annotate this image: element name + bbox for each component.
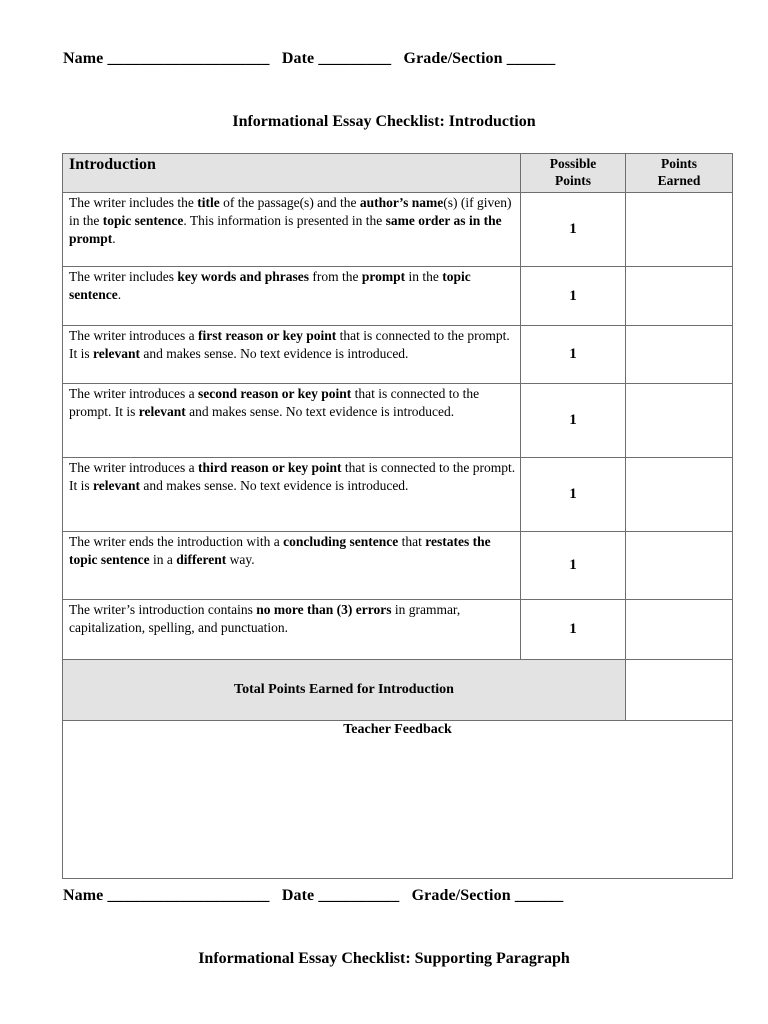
criterion-text: The writer introduces a first reason or key point that is connected to the prompt. It is relevant and makes sense. No text evidence is introduced. <box>63 326 521 384</box>
date-field[interactable]: __________ <box>318 887 400 904</box>
points-earned-header: Points Earned <box>626 154 733 193</box>
points-earned-cell[interactable] <box>626 458 733 532</box>
possible-points-value: 1 <box>521 267 626 326</box>
checklist-title-introduction: Informational Essay Checklist: Introduction <box>232 113 536 130</box>
criterion-row <box>63 532 733 600</box>
introduction-checklist-table <box>62 153 733 879</box>
student-info-header-bottom <box>63 887 563 905</box>
date-label: Date <box>281 887 315 904</box>
criterion-row <box>63 193 733 267</box>
criterion-text: The writer’s introduction contains no more than (3) errors in grammar, capitalization, spelling, and punctuation. <box>63 600 521 660</box>
name-label: Name <box>63 50 104 67</box>
possible-points-header: Possible Points <box>521 154 626 193</box>
name-field[interactable]: ____________________ <box>107 887 270 904</box>
points-earned-cell[interactable] <box>626 532 733 600</box>
possible-points-value: 1 <box>521 384 626 458</box>
grade-section-field[interactable]: ______ <box>514 887 564 904</box>
date-field[interactable]: _________ <box>318 50 392 67</box>
grade-section-field[interactable]: ______ <box>506 50 556 67</box>
possible-points-value: 1 <box>521 458 626 532</box>
teacher-feedback-label: Teacher Feedback <box>343 722 452 737</box>
name-field[interactable]: ____________________ <box>107 50 270 67</box>
checklist-title-supporting-paragraph: Informational Essay Checklist: Supporting Paragraph <box>198 950 570 967</box>
table-header-row <box>63 154 733 193</box>
criterion-text: The writer ends the introduction with a concluding sentence that restates the topic sentence in a different way. <box>63 532 521 600</box>
grade-section-label: Grade/Section <box>411 887 511 904</box>
criterion-row <box>63 267 733 326</box>
student-info-header-top <box>63 50 555 68</box>
criterion-text: The writer includes key words and phrases from the prompt in the topic sentence. <box>63 267 521 326</box>
points-earned-cell[interactable] <box>626 600 733 660</box>
criterion-row <box>63 458 733 532</box>
section-header: Introduction <box>63 154 521 193</box>
criterion-text: The writer introduces a second reason or key point that is connected to the prompt. It is relevant and makes sense. No text evidence is introduced. <box>63 384 521 458</box>
points-earned-cell[interactable] <box>626 326 733 384</box>
teacher-feedback-box[interactable] <box>63 721 733 879</box>
total-points-label: Total Points Earned for Introduction <box>63 660 626 721</box>
criterion-text: The writer includes the title of the passage(s) and the author’s name(s) (if given) in the topic sentence. This information is presented in the same order as in the prompt. <box>63 193 521 267</box>
grade-section-label: Grade/Section <box>403 50 503 67</box>
possible-points-value: 1 <box>521 600 626 660</box>
possible-points-value: 1 <box>521 326 626 384</box>
points-earned-cell[interactable] <box>626 193 733 267</box>
total-row <box>63 660 733 721</box>
points-earned-cell[interactable] <box>626 384 733 458</box>
date-label: Date <box>281 50 315 67</box>
criterion-row <box>63 600 733 660</box>
criterion-row <box>63 384 733 458</box>
possible-points-value: 1 <box>521 193 626 267</box>
name-label: Name <box>63 887 104 904</box>
possible-points-value: 1 <box>521 532 626 600</box>
criterion-text: The writer introduces a third reason or key point that is connected to the prompt. It is relevant and makes sense. No text evidence is introduced. <box>63 458 521 532</box>
points-earned-cell[interactable] <box>626 267 733 326</box>
total-points-earned-cell[interactable] <box>626 660 733 721</box>
feedback-row <box>63 721 733 879</box>
criterion-row <box>63 326 733 384</box>
